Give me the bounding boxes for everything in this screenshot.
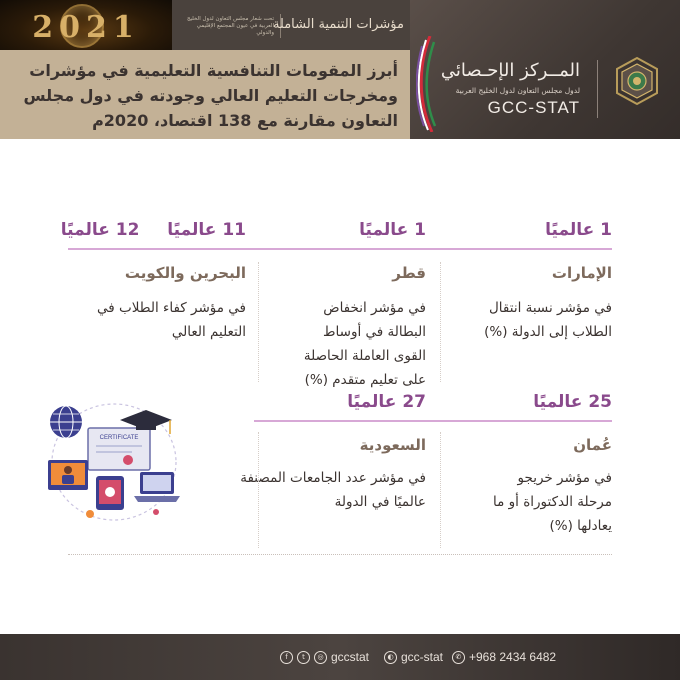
column-divider xyxy=(440,262,441,382)
rank-qatar: 1 عالميًا xyxy=(359,220,426,240)
country-uae: الإمارات xyxy=(551,264,612,282)
header-left-panel xyxy=(0,0,410,139)
desc-bahrain-kuwait xyxy=(66,296,246,344)
card-oman xyxy=(442,392,612,538)
org-name-arabic: المــركز الإحـصائي xyxy=(440,60,580,81)
rank-kuwait: 12 عالميًا xyxy=(60,220,140,240)
phone-number[interactable]: +968 2434 6482 xyxy=(469,650,557,664)
country-saudi: السعودية xyxy=(359,436,426,454)
tablet-icon xyxy=(96,476,124,510)
desc-line: يعادلها (%) xyxy=(549,518,612,534)
facebook-icon[interactable]: f xyxy=(280,651,293,664)
brand-panel xyxy=(410,0,680,139)
desc-qatar xyxy=(256,296,426,392)
logo-separator xyxy=(597,60,598,118)
card-qatar xyxy=(256,220,426,392)
social-links xyxy=(280,650,369,664)
rank-saudi: 27 عالميًا xyxy=(347,392,426,412)
org-subtitle: لدول مجلس التعاون لدول الخليج العربية xyxy=(455,86,580,95)
desc-line: على تعليم متقدم (%) xyxy=(304,372,426,388)
rank-rule-row-2 xyxy=(254,420,612,422)
footer xyxy=(0,634,680,680)
desc-uae xyxy=(442,296,612,344)
twitter-icon[interactable]: t xyxy=(297,651,310,664)
rank-bahrain-kuwait xyxy=(60,220,246,240)
headline-line-1: أبرز المقومات التنافسية التعليمية في مؤشرات xyxy=(29,61,398,80)
certificate-label: CERTIFICATE xyxy=(99,435,139,441)
desc-line: في مؤشر نسبة انتقال xyxy=(489,300,612,316)
top-strip xyxy=(0,0,410,50)
rank-bahrain: 11 عالميًا xyxy=(167,220,246,240)
headline-line-2: ومخرجات التعليم العالي وجودته في دول مجلس xyxy=(23,86,398,105)
desc-line: عالميًا في الدولة xyxy=(334,494,426,510)
desc-line: في مؤشر انخفاض xyxy=(323,300,426,316)
brand-stripes-icon xyxy=(416,36,436,132)
desc-line: البطالة في أوساط xyxy=(323,324,426,340)
column-divider xyxy=(258,262,259,382)
year-banner-text: 2021 xyxy=(32,10,140,45)
desc-line: التعليم العالي xyxy=(171,324,246,340)
card-bahrain-kuwait xyxy=(60,220,246,344)
globe-icon xyxy=(50,406,82,438)
desc-line: في مؤشر خريجو xyxy=(517,470,612,486)
contact-phone xyxy=(452,650,556,664)
column-divider xyxy=(258,432,259,548)
desc-saudi xyxy=(196,466,426,514)
country-bahrain-kuwait: البحرين والكويت xyxy=(124,264,246,282)
gcc-emblem-icon xyxy=(612,56,662,106)
card-saudi xyxy=(196,392,426,514)
headline-line-3: التعاون مقارنة مع 138 اقتصاد، 2020م xyxy=(92,111,398,130)
desc-line: القوى العاملة الحاصلة xyxy=(303,348,426,364)
year-banner xyxy=(0,0,172,50)
headline-box xyxy=(0,50,410,139)
rank-oman: 25 عالميًا xyxy=(533,392,612,412)
column-divider xyxy=(440,432,441,548)
campaign-note: تحت شعار مجلس التعاون لدول الخليج العربية في عيون المجتمع الإقليمي والدولي xyxy=(186,16,274,36)
bottom-dotted-divider xyxy=(68,554,612,555)
whatsapp-icon[interactable]: ✆ xyxy=(452,651,465,664)
online-education-illustration xyxy=(36,392,184,528)
laptop-icon xyxy=(134,472,180,502)
web-link xyxy=(384,650,443,664)
desc-line: في مؤشر كفاء الطلاب في xyxy=(97,300,246,316)
web-handle[interactable]: gcc-stat xyxy=(401,650,444,664)
certificate-icon xyxy=(88,428,150,470)
desc-line: في مؤشر عدد الجامعات المصنفة xyxy=(240,470,426,486)
country-oman: عُمان xyxy=(573,436,612,454)
org-name-english: GCC-STAT xyxy=(487,98,580,117)
globe-icon[interactable]: ◐ xyxy=(384,651,397,664)
desc-line: الطلاب إلى الدولة (%) xyxy=(484,324,612,340)
section-title: مؤشرات التنمية الشاملة xyxy=(272,17,404,32)
rank-uae: 1 عالميًا xyxy=(545,220,612,240)
social-handle[interactable]: gccstat xyxy=(331,650,370,664)
desc-oman xyxy=(442,466,612,538)
instagram-icon[interactable]: ◎ xyxy=(314,651,327,664)
country-qatar: قطر xyxy=(392,264,426,282)
desc-line: مرحلة الدكتوراة أو ما xyxy=(493,494,612,510)
card-uae xyxy=(442,220,612,344)
rank-rule-row-1 xyxy=(68,248,612,250)
monitor-icon xyxy=(48,460,88,490)
header xyxy=(0,0,680,139)
